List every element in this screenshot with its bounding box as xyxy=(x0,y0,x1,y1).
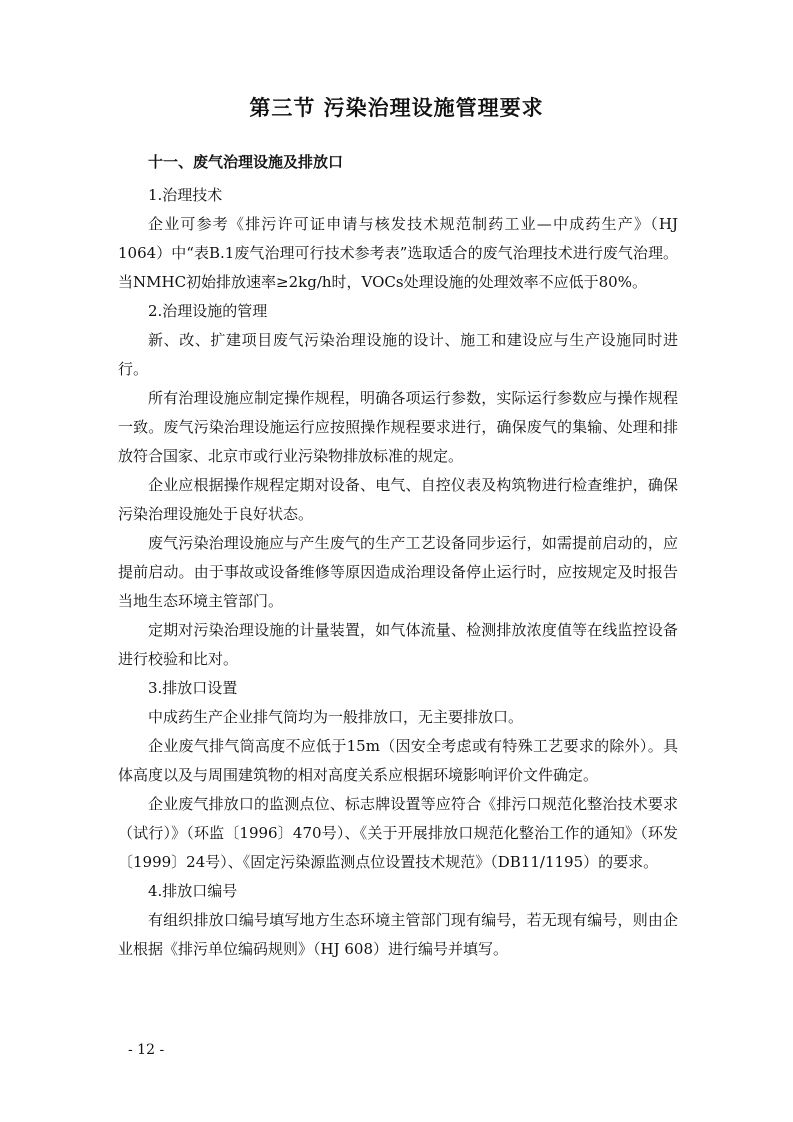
document-body xyxy=(118,148,678,964)
paragraph: 新、改、扩建项目废气污染治理设施的设计、施工和建设应与生产设施同时进行。 xyxy=(118,331,678,378)
subheading-facility-management: 2.治理设施的管理 xyxy=(148,302,268,320)
paragraph: 中成药生产企业排气筒均为一般排放口，无主要排放口。 xyxy=(148,708,524,726)
subheading-treatment-technology: 1.治理技术 xyxy=(148,186,223,204)
paragraph: 定期对污染治理设施的计量装置，如气体流量、检测排放浓度值等在线监控设备进行校验和比对。 xyxy=(118,621,678,668)
paragraph: 废气污染治理设施应与产生废气的生产工艺设备同步运行，如需提前启动的，应提前启动。由于事故或设备维修等原因造成治理设备停止运行时，应按规定及时报告当地生态环境主管部门。 xyxy=(118,534,678,610)
paragraph: 企业应根据操作规程定期对设备、电气、自控仪表及构筑物进行检查维护，确保污染治理设施处于良好状态。 xyxy=(118,476,678,523)
subheading-outlet-numbering: 4.排放口编号 xyxy=(148,882,238,900)
paragraph: 企业废气排放口的监测点位、标志牌设置等应符合《排污口规范化整治技术要求（试行）》（环监〔1996〕470号）、《关于开展排放口规范化整治工作的通知》（环发〔1999〕24号）、《固定污染源监测点位设置技术规范》（DB11/1195）的要求。 xyxy=(118,795,678,871)
paragraph: 企业可参考《排污许可证申请与核发技术规范制药工业—中成药生产》（HJ 1064）中“表B.1废气治理可行技术参考表”选取适合的废气治理技术进行废气治理。当NMHC初始排放速率≥2kg/h时，VOCs处理设施的处理效率不应低于80%。 xyxy=(118,215,678,291)
section-heading: 十一、废气治理设施及排放口 xyxy=(148,153,344,171)
paragraph: 有组织排放口编号填写地方生态环境主管部门现有编号，若无现有编号，则由企业根据《排污单位编码规则》（HJ 608）进行编号并填写。 xyxy=(118,911,678,958)
page-number: - 12 - xyxy=(128,1042,165,1058)
subheading-outlet-setup: 3.排放口设置 xyxy=(148,679,238,697)
paragraph: 所有治理设施应制定操作规程，明确各项运行参数，实际运行参数应与操作规程一致。废气污染治理设施运行应按照操作规程要求进行，确保废气的集输、处理和排放符合国家、北京市或行业污染物排放标准的规定。 xyxy=(118,389,678,465)
page-title: 第三节 污染治理设施管理要求 xyxy=(249,96,544,120)
paragraph: 企业废气排气筒高度不应低于15m（因安全考虑或有特殊工艺要求的除外）。具体高度以及与周围建筑物的相对高度关系应根据环境影响评价文件确定。 xyxy=(118,737,678,784)
